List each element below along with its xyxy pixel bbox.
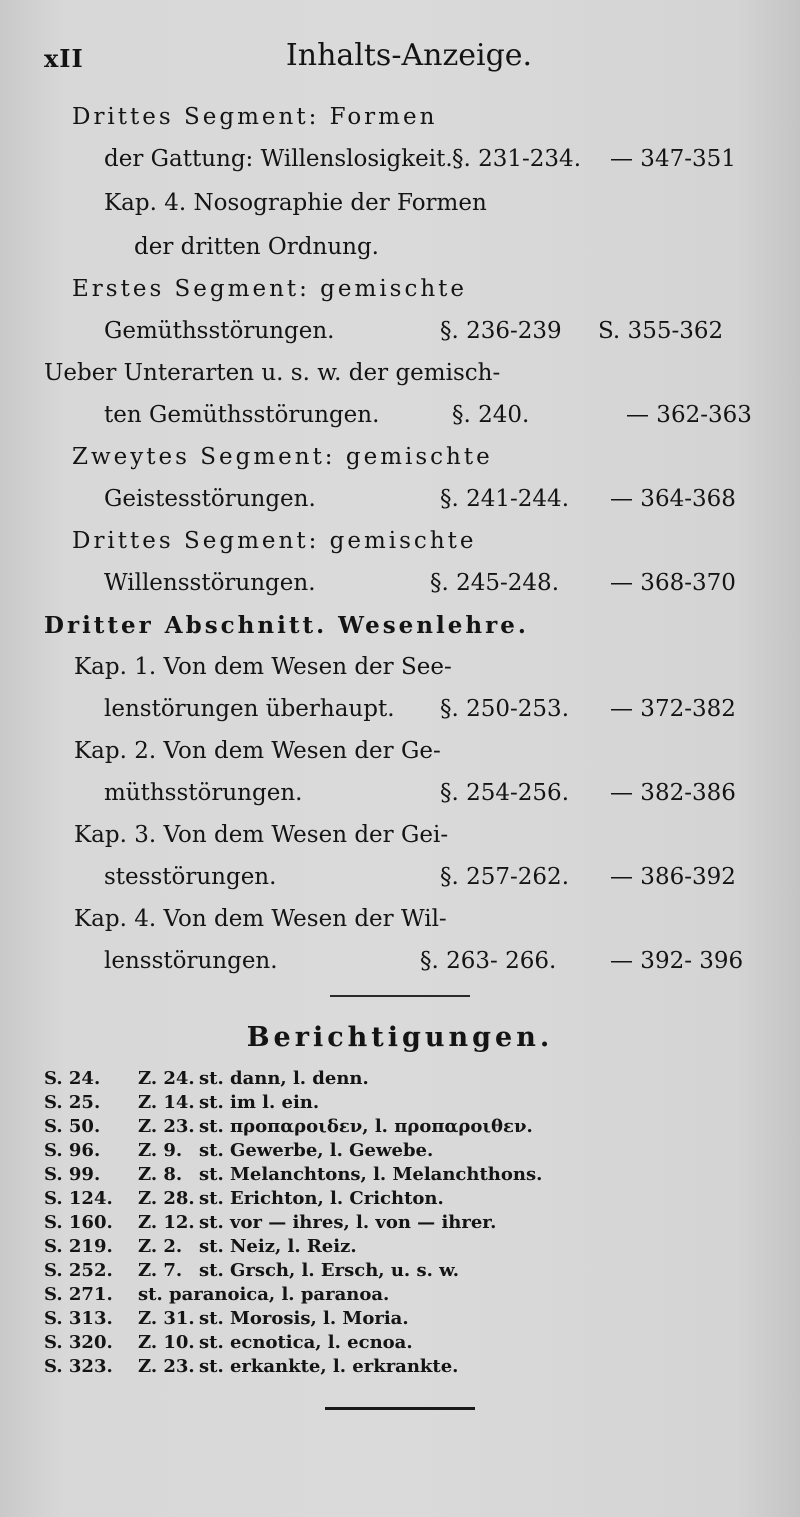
errata-correction: st. erkankte, l. erkrankte. <box>199 1356 459 1377</box>
errata-page: S. 219. <box>44 1236 113 1257</box>
toc-entry-text: Dritter Abschnitt. Wesenlehre. <box>44 612 529 639</box>
errata-line: Z. 31. <box>138 1308 195 1329</box>
errata-line: Z. 23. <box>138 1116 195 1137</box>
divider-rule <box>330 995 470 997</box>
toc-page-range: — 368-370 <box>610 570 736 596</box>
errata-correction: st. Melanchtons, l. Melanchthons. <box>199 1164 543 1185</box>
errata-correction: st. Morosis, l. Moria. <box>199 1308 409 1329</box>
toc-entry <box>0 318 800 358</box>
toc-entry <box>0 738 800 778</box>
toc-paragraph-range: §. 254-256. <box>440 780 570 806</box>
errata-page: S. 96. <box>44 1140 101 1161</box>
errata-correction: st. vor — ihres, l. von — ihrer. <box>199 1212 497 1233</box>
errata-page: S. 320. <box>44 1332 113 1353</box>
page-number: xII <box>44 44 84 73</box>
toc-entry-text: Willensstörungen. <box>104 570 316 596</box>
errata-page: S. 50. <box>44 1116 101 1137</box>
toc-entry-text: stesstörungen. <box>104 864 277 890</box>
toc-entry-text: der Gattung: Willenslosigkeit. <box>104 146 453 172</box>
errata-line: Z. 14. <box>138 1092 195 1113</box>
errata-line: Z. 12. <box>138 1212 195 1233</box>
toc-page-range: — 362-363 <box>626 402 752 428</box>
toc-entry-text: Kap. 1. Von dem Wesen der See- <box>74 654 452 680</box>
toc-paragraph-range: §. 245-248. <box>430 570 560 596</box>
errata-correction: st. im l. ein. <box>199 1092 320 1113</box>
errata-page: S. 271. <box>44 1284 113 1305</box>
errata-page: S. 25. <box>44 1092 101 1113</box>
toc-entry <box>0 570 800 610</box>
errata-page: S. 24. <box>44 1068 101 1089</box>
toc-entry-text: Drittes Segment: Formen <box>72 104 438 130</box>
end-rule <box>325 1407 475 1410</box>
toc-page-range: — 364-368 <box>610 486 736 512</box>
toc-entry-text: der dritten Ordnung. <box>134 234 379 260</box>
errata-correction: st. ecnotica, l. ecnoa. <box>199 1332 413 1353</box>
toc-entry-text: Kap. 4. Von dem Wesen der Wil- <box>74 906 447 932</box>
toc-entry <box>0 360 800 400</box>
toc-entry <box>0 444 800 484</box>
toc-entry <box>0 906 800 946</box>
toc-entry <box>0 948 800 988</box>
toc-entry-text: lenstörungen überhaupt. <box>104 696 395 722</box>
errata-line: Z. 9. <box>138 1140 183 1161</box>
toc-paragraph-range: §. 241-244. <box>440 486 570 512</box>
toc-entry <box>0 402 800 442</box>
toc-page-range: — 392- 396 <box>610 948 744 974</box>
toc-entry-text: Geistesstörungen. <box>104 486 316 512</box>
toc-entry-text: ten Gemüthsstörungen. <box>104 402 380 428</box>
toc-entry-text: Gemüthsstörungen. <box>104 318 335 344</box>
toc-section-heading <box>0 612 800 652</box>
errata-line: Z. 2. <box>138 1236 183 1257</box>
errata-page: S. 99. <box>44 1164 101 1185</box>
toc-entry-text: müthsstörungen. <box>104 780 303 806</box>
toc-page-range: — 382-386 <box>610 780 736 806</box>
toc-entry-text: Ueber Unterarten u. s. w. der gemisch- <box>44 360 501 386</box>
errata-page: S. 124. <box>44 1188 113 1209</box>
running-title: Inhalts-Anzeige. <box>285 38 533 73</box>
toc-entry <box>0 486 800 526</box>
errata-line: Z. 24. <box>138 1068 195 1089</box>
toc-entry-text: Kap. 2. Von dem Wesen der Ge- <box>74 738 441 764</box>
errata-correction: st. προπαροιδεν, l. προπαροιθεν. <box>199 1116 533 1137</box>
toc-page-range: — 372-382 <box>610 696 736 722</box>
errata-correction: st. dann, l. denn. <box>199 1068 369 1089</box>
errata-heading: Berichtigungen. <box>246 1022 554 1053</box>
toc-entry <box>0 104 800 144</box>
errata-correction: st. paranoica, l. paranoa. <box>138 1284 390 1305</box>
toc-paragraph-range: §. 257-262. <box>440 864 570 890</box>
toc-paragraph-range: §. 240. <box>452 402 530 428</box>
toc-paragraph-range: §. 236-239 <box>440 318 562 344</box>
toc-page-range: — 347-351 <box>610 146 736 172</box>
toc-entry <box>0 696 800 736</box>
toc-paragraph-range: §. 250-253. <box>440 696 570 722</box>
toc-paragraph-range: §. 231-234. <box>452 146 582 172</box>
errata-correction: st. Gewerbe, l. Gewebe. <box>199 1140 434 1161</box>
errata-line: Z. 23. <box>138 1356 195 1377</box>
toc-entry <box>0 276 800 316</box>
toc-paragraph-range: §. 263- 266. <box>420 948 557 974</box>
errata-page: S. 313. <box>44 1308 113 1329</box>
toc-entry <box>0 780 800 820</box>
errata-correction: st. Erichton, l. Crichton. <box>199 1188 444 1209</box>
toc-entry-text: Zweytes Segment: gemischte <box>72 444 493 470</box>
errata-correction: st. Neiz, l. Reiz. <box>199 1236 357 1257</box>
errata-line: Z. 28. <box>138 1188 195 1209</box>
toc-entry <box>0 822 800 862</box>
errata-correction: st. Grsch, l. Ersch, u. s. w. <box>199 1260 460 1281</box>
toc-entry <box>0 234 800 274</box>
errata-line: Z. 10. <box>138 1332 195 1353</box>
toc-entry <box>0 528 800 568</box>
toc-entry <box>0 190 800 230</box>
page-header <box>44 38 774 86</box>
toc-entry-text: Erstes Segment: gemischte <box>72 276 468 302</box>
errata-page: S. 160. <box>44 1212 113 1233</box>
toc-entry-text: Kap. 3. Von dem Wesen der Gei- <box>74 822 449 848</box>
toc-entry <box>0 864 800 904</box>
errata-page: S. 323. <box>44 1356 113 1377</box>
toc-entry <box>0 146 800 186</box>
toc-entry-text: Drittes Segment: gemischte <box>72 528 477 554</box>
toc-entry <box>0 654 800 694</box>
errata-page: S. 252. <box>44 1260 113 1281</box>
errata-line: Z. 7. <box>138 1260 183 1281</box>
toc-entry-text: lensstörungen. <box>104 948 278 974</box>
errata-line: Z. 8. <box>138 1164 183 1185</box>
toc-page-range: — 386-392 <box>610 864 736 890</box>
toc-entry-text: Kap. 4. Nosographie der Formen <box>104 190 487 216</box>
toc-page-range: S. 355-362 <box>598 318 724 344</box>
